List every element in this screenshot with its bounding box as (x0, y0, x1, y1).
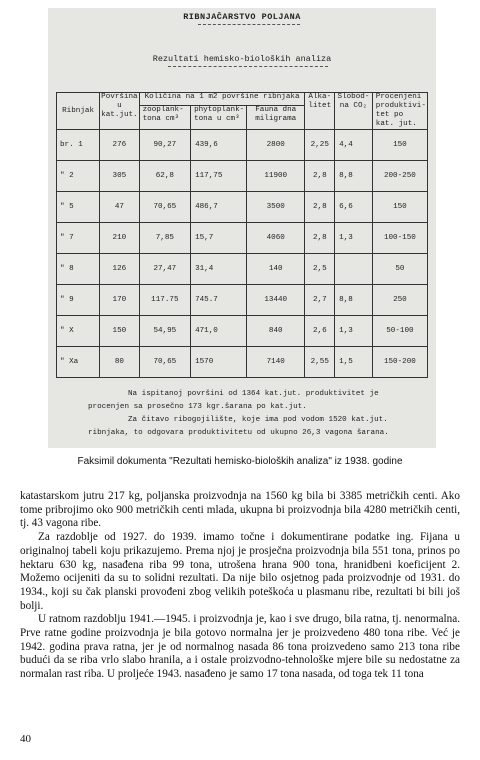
body-text (20, 490, 460, 682)
cell-alkalitet: 2,6 (305, 316, 335, 347)
facsimile-notes (88, 388, 428, 440)
note-line: Za čitavo ribogojilište, koje ima pod vodom 1520 kat.jut. (128, 416, 388, 424)
cell-co2 (335, 254, 373, 285)
paragraph: U ratnom razdoblju 1941.—1945. i proizvodnja je, kao i sve drugo, bila ratna, tj. nenormalna. Prve ratne godine proizvodnja je bila gotovo normalna jer je proizvedeno 480 tona ribe. Već je 1942. godina prava ratna, jer je od normalnog nasada 86 tona proizvedeno samo 213 tona ribe budući da se riba vrlo slabo hranila, a i ostale proizvodno-tehnološke mjere bile su nedostatne za normalan rast riba. U proljeće 1943. nasađeno je samo 17 tona nasada, od toga tek 11 tona (20, 613, 460, 681)
cell-povrsina: 276 (100, 130, 139, 161)
cell-povrsina: 47 (100, 192, 139, 223)
cell-alkalitet: 2,25 (305, 130, 335, 161)
cell-povrsina: 126 (100, 254, 139, 285)
cell-zooplankton: 62,8 (139, 161, 190, 192)
cell-alkalitet: 2,8 (305, 223, 335, 254)
cell-phytoplankton: 31,4 (191, 254, 247, 285)
cell-ribnjak: " 8 (57, 254, 100, 285)
cell-fauna: 140 (246, 254, 305, 285)
figure-caption: Faksimil dokumenta "Rezultati hemisko-bioloških analiza" iz 1938. godine (77, 456, 403, 467)
cell-co2: 6,6 (335, 192, 373, 223)
cell-co2: 1,5 (335, 347, 373, 378)
table-row (57, 223, 428, 254)
cell-phytoplankton: 1570 (191, 347, 247, 378)
cell-procenjeni: 50-100 (372, 316, 427, 347)
cell-fauna: 11900 (246, 161, 305, 192)
header-fauna: Fauna dna miligrama (246, 105, 305, 129)
table-row (57, 254, 428, 285)
cell-co2: 8,8 (335, 285, 373, 316)
cell-zooplankton: 7,85 (139, 223, 190, 254)
cell-povrsina: 305 (100, 161, 139, 192)
cell-fauna: 7140 (246, 347, 305, 378)
cell-zooplankton: 54,95 (139, 316, 190, 347)
cell-co2: 4,4 (335, 130, 373, 161)
note-line: Na ispitanoj površini od 1364 kat.jut. produktivitet je (128, 390, 379, 398)
cell-povrsina: 170 (100, 285, 139, 316)
header-ribnjak: Ribnjak (57, 93, 100, 130)
cell-zooplankton: 90,27 (139, 130, 190, 161)
table-row (57, 316, 428, 347)
cell-ribnjak: " X (57, 316, 100, 347)
cell-ribnjak: " 2 (57, 161, 100, 192)
cell-procenjeni: 250 (372, 285, 427, 316)
cell-phytoplankton: 15,7 (191, 223, 247, 254)
cell-fauna: 2800 (246, 130, 305, 161)
facsimile-subtitle: Rezultati hemisko-bioloških analiza (152, 54, 332, 64)
table-row (57, 192, 428, 223)
facsimile-title: RIBNJAČARSTVO POLJANA (183, 12, 301, 22)
cell-povrsina: 150 (100, 316, 139, 347)
header-slobodna-co2: Slobod- na CO₂ (335, 93, 373, 130)
header-zooplankton: zooplank- tona cm³ (139, 105, 190, 129)
cell-phytoplankton: 486,7 (191, 192, 247, 223)
cell-phytoplankton: 117,75 (191, 161, 247, 192)
header-phytoplankton: phytoplank- tona u cm³ (191, 105, 247, 129)
cell-procenjeni: 50 (372, 254, 427, 285)
table-row (57, 285, 428, 316)
cell-ribnjak: " 9 (57, 285, 100, 316)
cell-ribnjak: " Xa (57, 347, 100, 378)
cell-procenjeni: 200-250 (372, 161, 427, 192)
cell-fauna: 13440 (246, 285, 305, 316)
cell-zooplankton: 70,65 (139, 347, 190, 378)
cell-ribnjak: " 5 (57, 192, 100, 223)
cell-co2: 1,3 (335, 223, 373, 254)
cell-ribnjak: " 7 (57, 223, 100, 254)
cell-fauna: 840 (246, 316, 305, 347)
header-povrsina: Površina u kat.jut. (100, 93, 139, 130)
cell-phytoplankton: 439,6 (191, 130, 247, 161)
page-number: 40 (20, 733, 31, 745)
table-row (57, 347, 428, 378)
table-row (57, 130, 428, 161)
cell-procenjeni: 150 (372, 192, 427, 223)
paragraph: katastarskom jutru 217 kg, poljanska proizvodnja na 1560 kg bila bi 3385 metričkih centi. Ako tome pribrojimo oko 900 metričkih centi mlada, ukupna bi proizvodnja bila 4280 metričkih centi, tj. 43 vagona ribe. (20, 490, 460, 530)
analysis-table (56, 92, 428, 378)
cell-procenjeni: 150 (372, 130, 427, 161)
cell-zooplankton: 70,65 (139, 192, 190, 223)
cell-alkalitet: 2,55 (305, 347, 335, 378)
cell-povrsina: 80 (100, 347, 139, 378)
header-alkalitet: Alka- litet (305, 93, 335, 130)
cell-alkalitet: 2,8 (305, 192, 335, 223)
note-line: procenjen sa prosečno 173 kgr.šarana po kat.jut. (88, 403, 307, 411)
cell-co2: 8,8 (335, 161, 373, 192)
subtitle-underline (168, 66, 328, 67)
note-line: ribnjaka, to odgovara produktivitetu od ukupno 26,3 vagona šarana. (88, 429, 389, 437)
table-row (57, 161, 428, 192)
header-procenjeni: Procenjeni produktivi- tet po kat. jut. (372, 93, 427, 130)
cell-procenjeni: 100-150 (372, 223, 427, 254)
cell-povrsina: 210 (100, 223, 139, 254)
cell-procenjeni: 150-200 (372, 347, 427, 378)
cell-co2: 1,3 (335, 316, 373, 347)
cell-fauna: 3500 (246, 192, 305, 223)
cell-alkalitet: 2,7 (305, 285, 335, 316)
cell-fauna: 4060 (246, 223, 305, 254)
cell-alkalitet: 2,8 (305, 161, 335, 192)
cell-phytoplankton: 745.7 (191, 285, 247, 316)
title-underline (198, 24, 300, 25)
paragraph: Za razdoblje od 1927. do 1939. imamo točne i dokumentirane podatke ing. Fijana u originalnoj tabeli koju prikazujemo. Prema njoj je prosječna proizvodnja bila 551 tona, prinos po hektaru 630 kg, nasađena riba 99 tona, utrošena hrana 900 tona, hranidbeni koeficijent 2. Možemo ocijeniti da su to solidni rezultati. Da nije bilo osjetnog pada proizvodnje od 1931. do 1934., koji su čak planski provođeni zbog velikih poteškoća u plasmanu ribe, rezultati bi bili još bolji. (20, 531, 460, 612)
facsimile-image (48, 8, 436, 448)
cell-zooplankton: 27,47 (139, 254, 190, 285)
cell-ribnjak: br. 1 (57, 130, 100, 161)
cell-zooplankton: 117.75 (139, 285, 190, 316)
header-kolicina: Količina na 1 m2 površine ribnjaka (139, 93, 305, 106)
cell-alkalitet: 2,5 (305, 254, 335, 285)
cell-phytoplankton: 471,0 (191, 316, 247, 347)
